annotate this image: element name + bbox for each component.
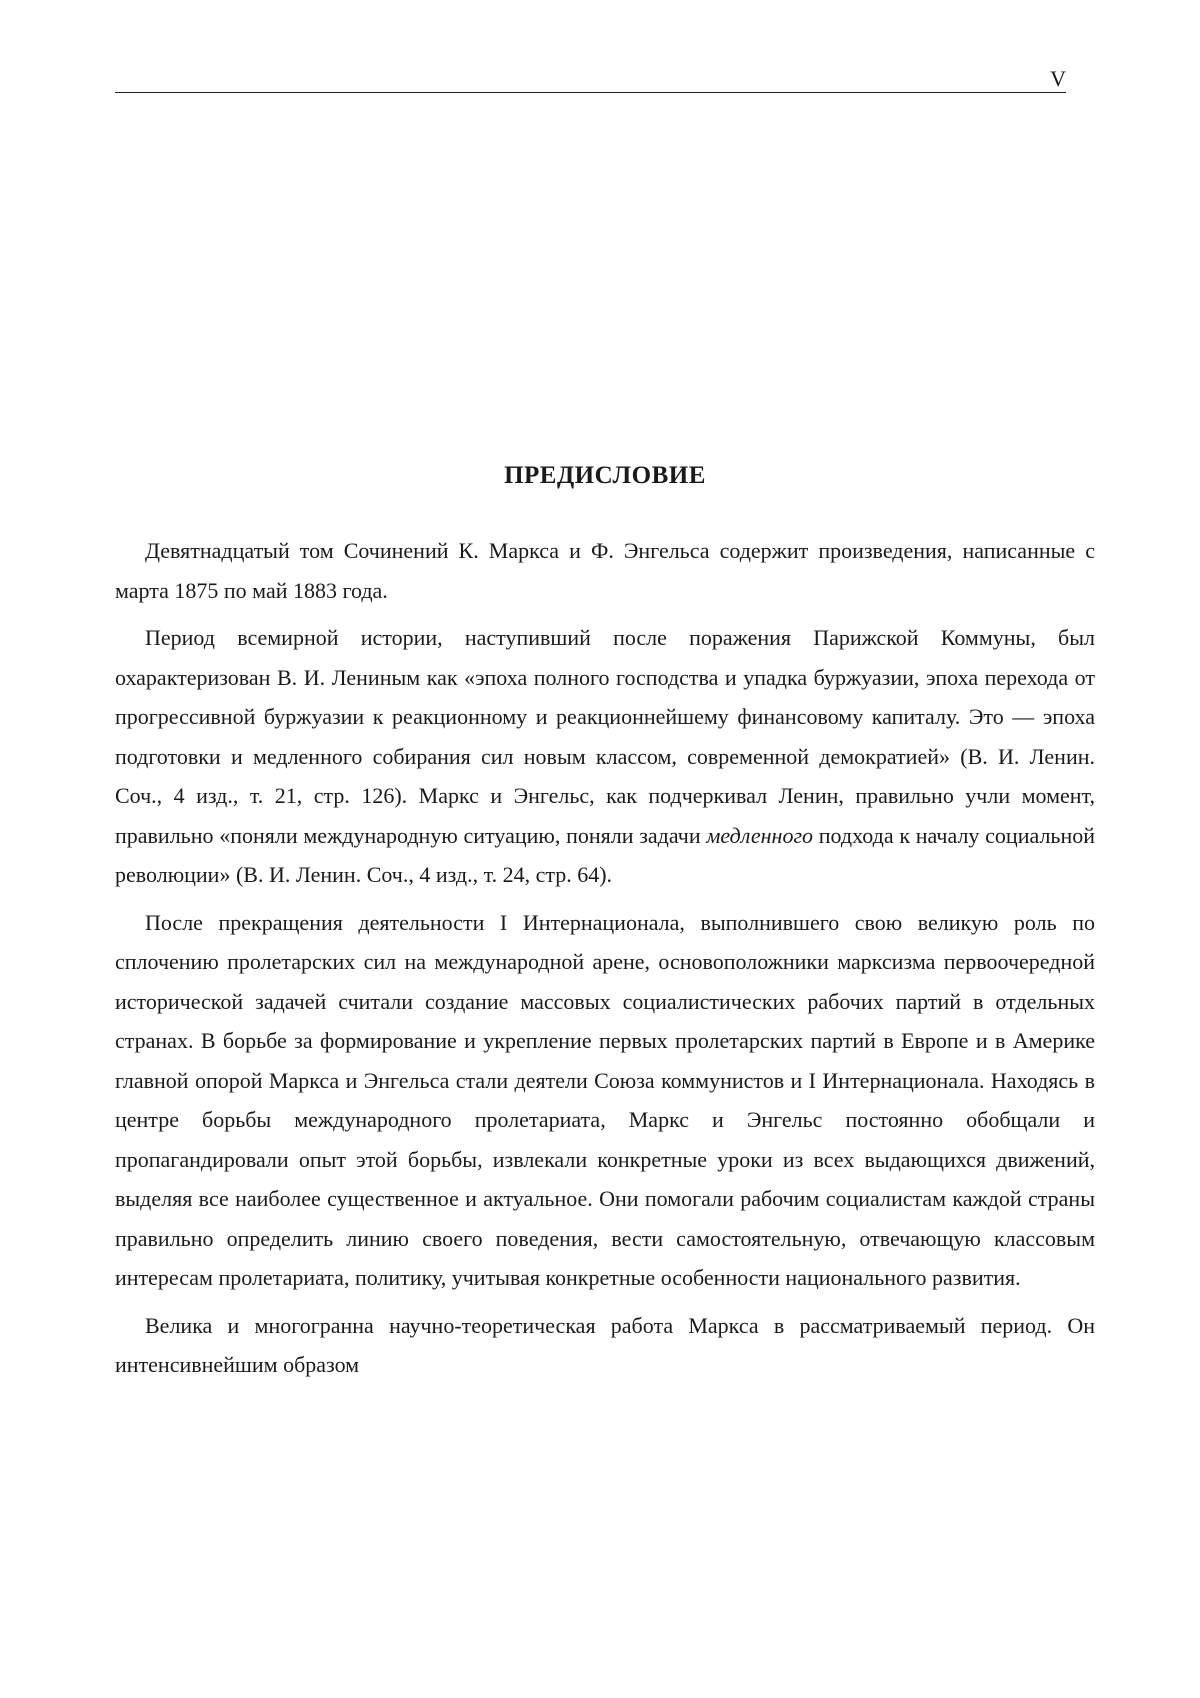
paragraph-2-part-2: подхода к началу социальной революции» (В. И. Ленин. Соч., 4 изд., т. 24, стр. 64). xyxy=(115,822,1095,887)
paragraph-3: После прекращения деятельности I Интернационала, выполнившего свою великую роль по сплочению пролетарских сил на международной арене, основоположники марксизма первоочередной исторической задачей считали создание массовых социалистических рабочих партий в отдельных странах. В борьбе за формирование и укрепление первых пролетарских партий в Европе и в Америке главной опорой Маркса и Энгельса стали деятели Союза коммунистов и I Интернационала. Находясь в центре борьбы международного пролетариата, Маркс и Энгельс постоянно обобщали и пропагандировали опыт этой борьбы, извлекали конкретные уроки из всех выдающихся движений, выделяя все наиболее существенное и актуальное. Они помогали рабочим социалистам каждой страны правильно определить линию своего поведения, вести самостоятельную, отвечающую классовым интересам пролетариата, политику, учитывая конкретные особенности национального развития. xyxy=(115,909,1095,1290)
body-text xyxy=(115,531,1095,1393)
emphasis-medlennogo: медленного xyxy=(706,822,814,848)
paragraph-4: Велика и многогранна научно-теоретическая работа Маркса в рассматриваемый период. Он интенсивнейшим образом xyxy=(115,1312,1095,1377)
paragraph-2 xyxy=(115,618,1095,895)
running-header xyxy=(115,68,1066,93)
paragraph-2-part-1: Период всемирной истории, наступивший после поражения Парижской Коммуны, был охарактеризован В. И. Лениным как «эпоха полного господства и упадка буржуазии, эпоха перехода от прогрессивной буржуазии к реакционному и реакционнейшему финансовому капиталу. Это — эпоха подготовки и медленного собирания сил новым классом, современной демократией» (В. И. Ленин. Соч., 4 изд., т. 21, стр. 126). Маркс и Энгельс, как подчеркивал Ленин, правильно учли момент, правильно «поняли международную ситуацию, поняли задачи xyxy=(115,625,1095,848)
paragraph-1: Девятнадцатый том Сочинений К. Маркса и Ф. Энгельса содержит произведения, написанные с марта 1875 по май 1883 года. xyxy=(115,538,1095,603)
section-title: ПРЕДИСЛОВИЕ xyxy=(504,462,706,489)
page-number: V xyxy=(1050,66,1066,91)
